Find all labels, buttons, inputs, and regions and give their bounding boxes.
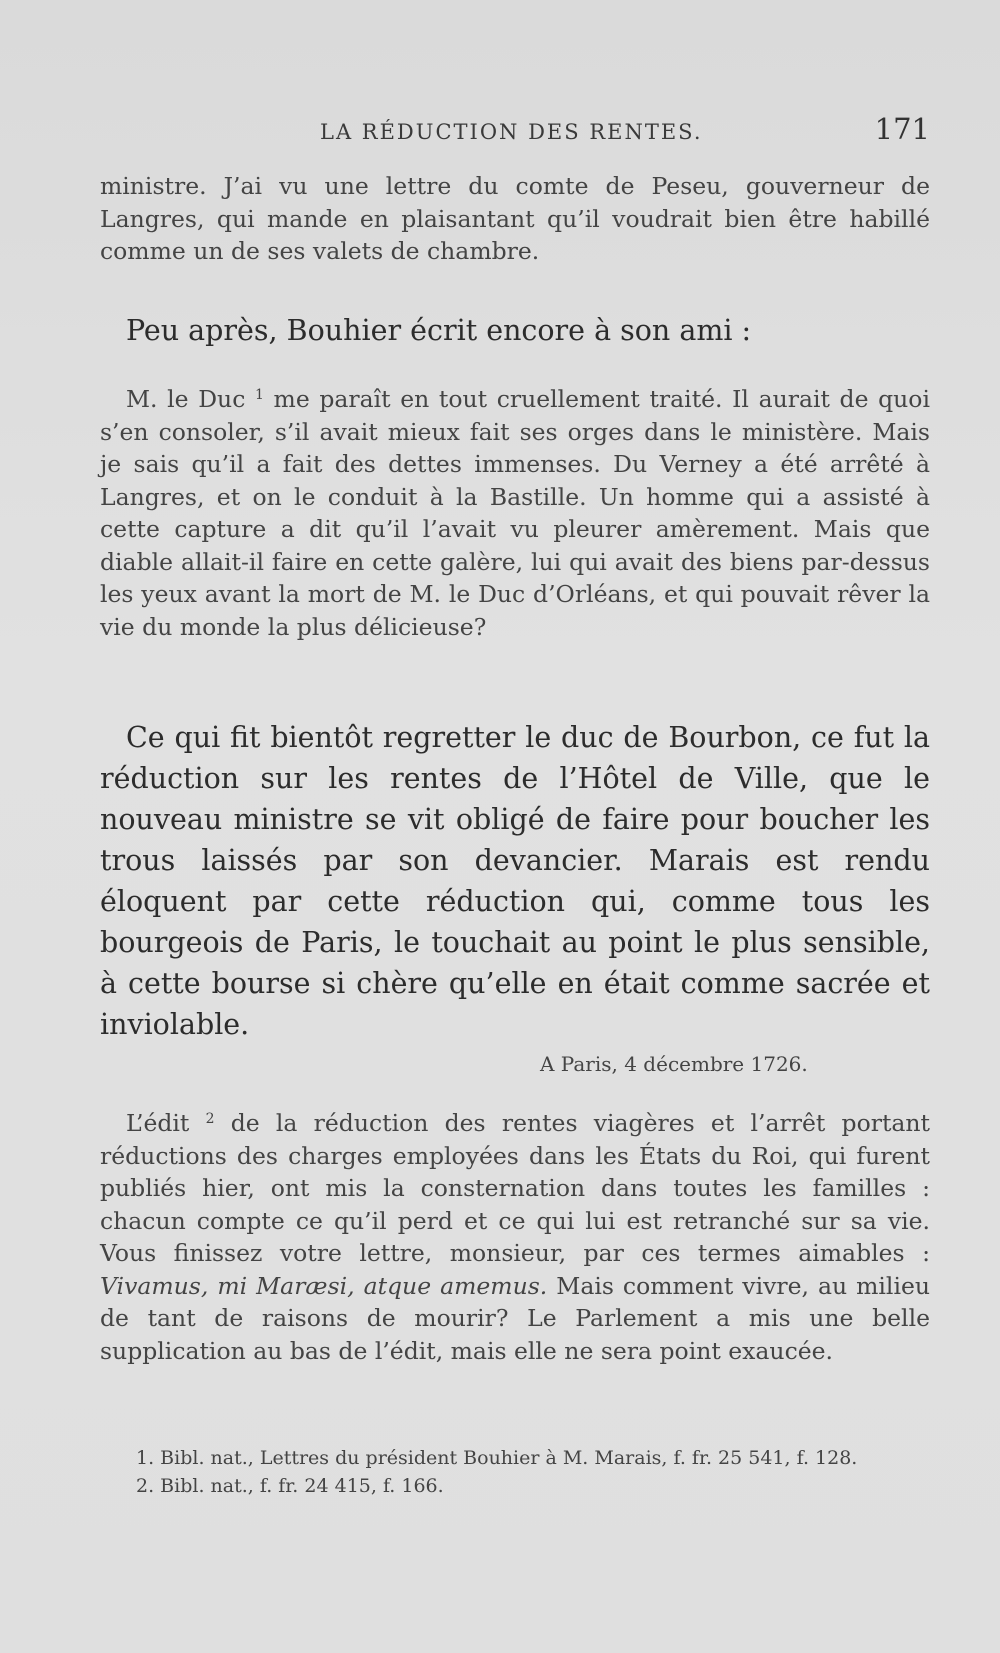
transition-paragraph: Peu après, Bouhier écrit encore à son ami :: [126, 314, 752, 347]
quote2-text-middle: de la réduction des rentes viagères et l’arrêt portant réductions des charges employées dans les États du Roi, qui furent publiés hier, ont mis la consternation dans toutes les familles : chacun compte ce qu’il perd et ce qui lui est retranché sur sa vie. Vous finissez votre lettre, monsieur, par ces termes aimables :: [100, 1109, 930, 1267]
footnote-ref-1: 1: [254, 387, 264, 403]
letter-quote-2: [100, 1107, 930, 1367]
footnote-2: 2. Bibl. nat., f. fr. 24 415, f. 166.: [136, 1475, 444, 1497]
page-number: 171: [874, 112, 930, 146]
quote2-text-start: L’édit: [126, 1109, 206, 1137]
footnotes: [100, 1444, 930, 1500]
quote2-text-end: Mais comment vivre, au milieu de tant de raisons de mourir? Le Parlement a mis une belle supplication au bas de l’édit, mais elle ne sera point exaucée.: [100, 1271, 930, 1365]
running-title: LA RÉDUCTION DES RENTES.: [320, 120, 703, 144]
quote1-text-start: M. le Duc: [126, 385, 255, 413]
footnote-1: 1. Bibl. nat., Lettres du président Bouhier à M. Marais, f. fr. 25 541, f. 128.: [136, 1447, 858, 1469]
main-paragraph: Ce qui fit bientôt regretter le duc de Bourbon, ce fut la réduction sur les rentes de l’Hôtel de Ville, que le nouveau ministre se vit obligé de faire pour boucher les trous laissés par son devancier. Marais est rendu éloquent par cette réduction qui, comme tous les bourgeois de Paris, le touchait au point le plus sensible, à cette bourse si chère qu’elle en était comme sacrée et inviolable.: [100, 721, 930, 1041]
letter-quote-1: [100, 383, 930, 643]
footnote-ref-2: 2: [205, 1111, 215, 1127]
letter-dateline: A Paris, 4 décembre 1726.: [540, 1052, 808, 1076]
quote1-text-end: me paraît en tout cruellement traité. Il aurait de quoi s’en consoler, s’il avait mieux fait ses orges dans le ministère. Mais je sais qu’il a fait des dettes immenses. Du Verney a été arrêté à Langres, et on le conduit à la Bastille. Un homme qui a assisté à cette capture a dit qu’il l’avait vu pleurer amèrement. Mais que diable allait-il faire en cette galère, lui qui avait des biens par-dessus les yeux avant la mort de M. le Duc d’Orléans, et qui pouvait rêver la vie du monde la plus délicieuse?: [100, 385, 930, 641]
intro-quote-continued: ministre. J’ai vu une lettre du comte de Peseu, gouverneur de Langres, qui mande en plaisantant qu’il voudrait bien être habillé comme un de ses valets de chambre.: [100, 172, 930, 265]
latin-quotation: Vivamus, mi Maræsi, atque amemus.: [100, 1271, 548, 1300]
running-head: [100, 112, 930, 152]
